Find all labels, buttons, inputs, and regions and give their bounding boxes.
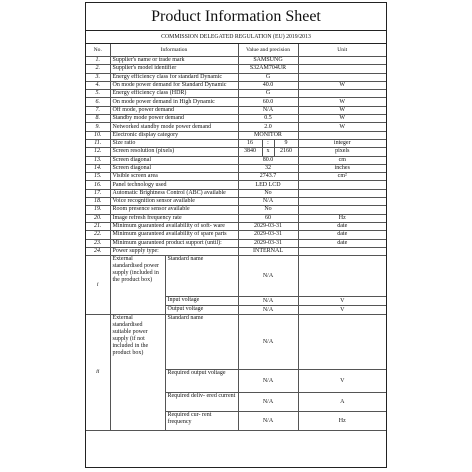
table-row	[86, 222, 386, 230]
row-unit	[298, 65, 386, 73]
row-value: 60.0	[238, 98, 298, 106]
sub-item-name: Standard name	[165, 315, 238, 370]
row-number: 11.	[86, 139, 110, 147]
sub-item-name: Required cur- rent frequency	[165, 412, 238, 431]
sub-item-unit: V	[298, 297, 386, 306]
product-info-table	[86, 44, 386, 431]
row-number: 5.	[86, 90, 110, 98]
sub-item-value: N/A	[238, 315, 298, 370]
row-unit: cm	[298, 156, 386, 164]
row-information: Standby mode power demand	[110, 115, 238, 123]
row-information: Power supply type:	[110, 247, 238, 255]
row-value: G	[238, 90, 298, 98]
sub-item-value: N/A	[238, 393, 298, 412]
row-information: Supplier's name or trade mark	[110, 57, 238, 65]
row-number: 24.	[86, 247, 110, 255]
table-row	[86, 131, 386, 139]
table-row	[86, 214, 386, 222]
section-number: i	[86, 256, 110, 315]
row-information: On mode power demand in High Dynamic	[110, 98, 238, 106]
table-row	[86, 206, 386, 214]
row-unit	[298, 73, 386, 81]
row-information: Voice recognition sensor available	[110, 198, 238, 206]
sub-item-unit: V	[298, 370, 386, 393]
row-information: Visible screen area	[110, 173, 238, 181]
row-unit	[298, 131, 386, 139]
sub-item-name: Required output voltage	[165, 370, 238, 393]
sheet-title: Product Information Sheet	[86, 3, 386, 31]
table-row	[86, 106, 386, 114]
row-information: Screen diagonal	[110, 156, 238, 164]
row-number: 4.	[86, 81, 110, 89]
row-value: 0.5	[238, 115, 298, 123]
sub-item-name: Output voltage	[165, 306, 238, 315]
row-value-a: 16	[238, 139, 262, 147]
row-value: 2029-03-31	[238, 239, 298, 247]
table-row	[86, 198, 386, 206]
row-unit	[298, 181, 386, 189]
row-number: 18.	[86, 198, 110, 206]
row-number: 19.	[86, 206, 110, 214]
row-number: 16.	[86, 181, 110, 189]
row-number: 7.	[86, 106, 110, 114]
row-unit: W	[298, 81, 386, 89]
table-row	[86, 148, 386, 156]
table-row	[86, 81, 386, 89]
row-value-separator: :	[262, 139, 274, 147]
table-row	[86, 98, 386, 106]
row-unit	[298, 90, 386, 98]
row-information: Room presence sensor available	[110, 206, 238, 214]
sub-item-unit: Hz	[298, 412, 386, 431]
row-number: 20.	[86, 214, 110, 222]
row-unit: W	[298, 115, 386, 123]
table-row	[86, 115, 386, 123]
row-number: 10.	[86, 131, 110, 139]
header-information: Information	[110, 44, 238, 57]
row-unit: date	[298, 239, 386, 247]
header-value: Value and precision	[238, 44, 298, 57]
table-row	[86, 73, 386, 81]
row-value: 60	[238, 214, 298, 222]
table-body	[86, 44, 386, 431]
row-unit: inches	[298, 164, 386, 172]
row-information: Minimum guaranteed availability of soft- ware	[110, 222, 238, 230]
row-number: 17.	[86, 189, 110, 197]
table-row	[86, 189, 386, 197]
row-unit: W	[298, 106, 386, 114]
row-information: Size ratio	[110, 139, 238, 147]
row-value-a: 3840	[238, 148, 262, 156]
table-row	[86, 65, 386, 73]
row-number: 6.	[86, 98, 110, 106]
sub-item-unit: A	[298, 393, 386, 412]
row-number: 21.	[86, 222, 110, 230]
row-number: 1.	[86, 57, 110, 65]
row-information: Energy efficiency class for standard Dynamic	[110, 73, 238, 81]
row-value: No	[238, 206, 298, 214]
row-value: G	[238, 73, 298, 81]
row-number: 22.	[86, 231, 110, 239]
row-number: 9.	[86, 123, 110, 131]
sub-row	[86, 315, 386, 370]
row-unit: date	[298, 231, 386, 239]
row-value: 32	[238, 164, 298, 172]
row-information: Energy efficiency class (HDR)	[110, 90, 238, 98]
row-value: 80.0	[238, 156, 298, 164]
table-row	[86, 181, 386, 189]
row-information: Image refresh frequency rate	[110, 214, 238, 222]
section-label: External standardised suitable power supply (if not included in the product box)	[110, 315, 165, 431]
row-information: Supplier's model identifier	[110, 65, 238, 73]
row-value: No	[238, 189, 298, 197]
sub-item-unit	[298, 256, 386, 297]
sub-item-name: Standard name	[165, 256, 238, 297]
row-value-b: 9	[274, 139, 298, 147]
row-value: 2743.7	[238, 173, 298, 181]
table-header-row	[86, 44, 386, 57]
sub-item-name: Input voltage	[165, 297, 238, 306]
row-information: Off mode, power demand	[110, 106, 238, 114]
row-value: S32AM704UR	[238, 65, 298, 73]
row-value: MONITOR	[238, 131, 298, 139]
table-row	[86, 139, 386, 147]
row-number: 23.	[86, 239, 110, 247]
table-row	[86, 231, 386, 239]
table-row	[86, 123, 386, 131]
section-label: External standardised power supply (included in the product box)	[110, 256, 165, 315]
row-value: 2.0	[238, 123, 298, 131]
row-information: Minimum guaranteed availability of spare parts	[110, 231, 238, 239]
table-row	[86, 247, 386, 255]
table-row	[86, 90, 386, 98]
header-no: No.	[86, 44, 110, 57]
row-information: Automatic Brightness Control (ABC) available	[110, 189, 238, 197]
sub-item-value: N/A	[238, 370, 298, 393]
row-information: On mode power demand for Standard Dynamic	[110, 81, 238, 89]
table-row	[86, 173, 386, 181]
row-unit	[298, 247, 386, 255]
row-unit: pixels	[298, 148, 386, 156]
row-unit: date	[298, 222, 386, 230]
table-row	[86, 239, 386, 247]
row-value-separator: x	[262, 148, 274, 156]
row-information: Screen resolution (pixels)	[110, 148, 238, 156]
row-unit: W	[298, 98, 386, 106]
row-value: N/A	[238, 198, 298, 206]
section-number: ii	[86, 315, 110, 431]
sub-item-value: N/A	[238, 306, 298, 315]
row-value: 2029-03-31	[238, 222, 298, 230]
row-unit: integer	[298, 139, 386, 147]
sub-item-name: Required deliv- ered current	[165, 393, 238, 412]
row-value-b: 2160	[274, 148, 298, 156]
row-unit	[298, 57, 386, 65]
row-number: 12.	[86, 148, 110, 156]
row-number: 3.	[86, 73, 110, 81]
row-number: 2.	[86, 65, 110, 73]
row-unit: W	[298, 123, 386, 131]
row-information: Screen diagonal	[110, 164, 238, 172]
row-value: 40.0	[238, 81, 298, 89]
row-value: INTERNAL	[238, 247, 298, 255]
row-unit: cm²	[298, 173, 386, 181]
row-unit	[298, 198, 386, 206]
row-number: 8.	[86, 115, 110, 123]
header-unit: Unit	[298, 44, 386, 57]
row-value: N/A	[238, 106, 298, 114]
row-value: 2029-03-31	[238, 231, 298, 239]
row-number: 13.	[86, 156, 110, 164]
table-row	[86, 164, 386, 172]
row-unit	[298, 206, 386, 214]
table-row	[86, 156, 386, 164]
regulation-subtitle: COMMISSION DELEGATED REGULATION (EU) 2019/2013	[86, 31, 386, 44]
row-number: 14.	[86, 164, 110, 172]
row-value: SAMSUNG	[238, 57, 298, 65]
row-value: LED LCD	[238, 181, 298, 189]
product-information-sheet	[85, 2, 387, 468]
row-information: Networked standby mode power demand	[110, 123, 238, 131]
sub-item-value: N/A	[238, 412, 298, 431]
row-unit	[298, 189, 386, 197]
row-information: Panel technology used	[110, 181, 238, 189]
sub-item-value: N/A	[238, 256, 298, 297]
sub-item-unit	[298, 315, 386, 370]
row-unit: Hz	[298, 214, 386, 222]
sub-item-unit: V	[298, 306, 386, 315]
row-information: Electronic display category	[110, 131, 238, 139]
sub-row	[86, 256, 386, 297]
table-row	[86, 57, 386, 65]
sub-item-value: N/A	[238, 297, 298, 306]
row-number: 15.	[86, 173, 110, 181]
row-information: Minimum guaranteed product support (until):	[110, 239, 238, 247]
